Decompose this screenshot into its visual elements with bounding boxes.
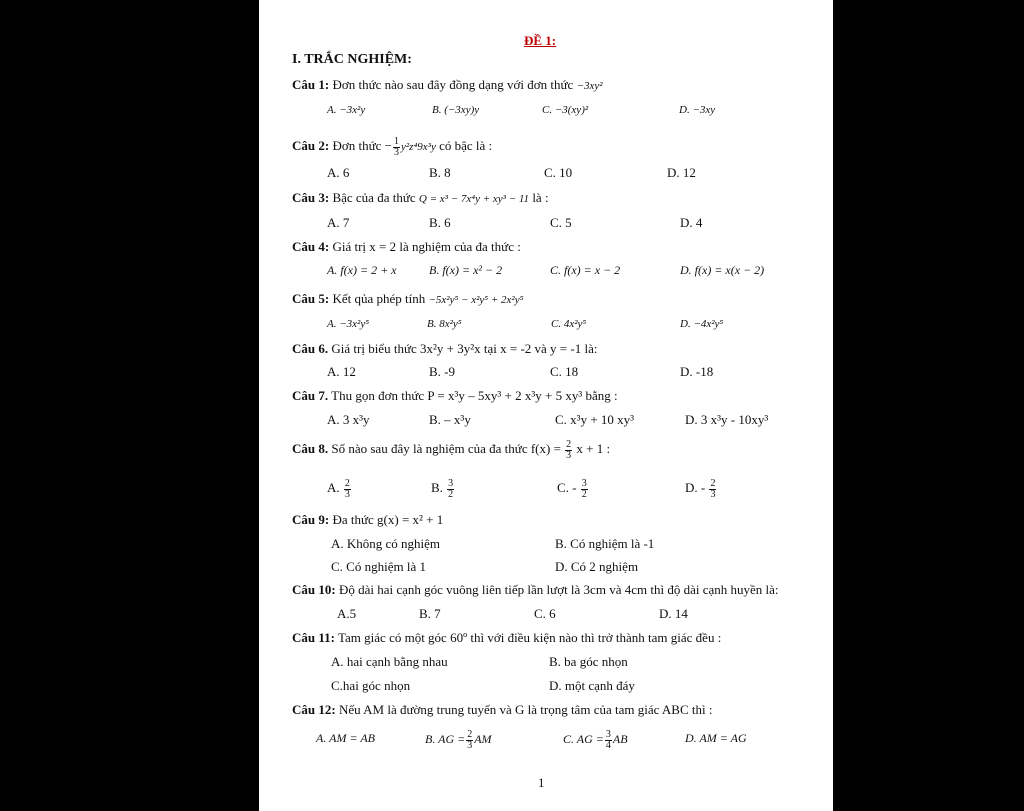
question-2: Câu 2: Đơn thức − $\frac{1}{3}$ y²z⁴9x³y có bậc là :: [292, 135, 493, 158]
question-8: Câu 8. Số nào sau đây là nghiệm của đa thức f(x) = $\frac{2}{3}$ x + 1 :: [292, 438, 611, 461]
q1-option-d: D. −3xy: [679, 104, 716, 116]
q5-option-a: A. −3x²y⁵: [327, 318, 370, 330]
q7-option-a: A. 3 x³y: [327, 412, 370, 427]
q8-fraction: $\frac{2}{3}$: [566, 438, 572, 461]
q5-option-d: D. −4x²y⁵: [680, 318, 724, 330]
question-9: Câu 9: Đa thức g(x) = x² + 1: [292, 512, 444, 527]
question-1: Câu 1: Đơn thức nào sau đây đồng dạng với đơn thức −3xy²: [292, 77, 603, 92]
q8-option-b: B. $\frac{3}{2}$: [431, 477, 454, 500]
q10-option-b: B. 7: [419, 606, 441, 621]
q1-option-a: A. −3x²y: [327, 104, 366, 116]
question-6: Câu 6. Giá trị biểu thức 3x²y + 3y²x tại x = -2 và y = -1 là:: [292, 341, 598, 356]
q11-option-b: B. ba góc nhọn: [549, 654, 628, 669]
q12-option-b: B. AG = $\frac{2}{3}$ AM: [425, 728, 492, 751]
q11-option-c: C.hai góc nhọn: [331, 678, 411, 693]
q11-option-d: D. một cạnh đáy: [549, 678, 635, 693]
question-7: Câu 7. Thu gọn đơn thức P = x³y – 5xy³ + 2 x³y + 5 xy³ bằng :: [292, 388, 618, 403]
question-11: Câu 11: Tam giác có một góc 60º thì với điều kiện nào thì trở thành tam giác đều :: [292, 630, 722, 645]
q6-option-a: A. 12: [327, 364, 356, 379]
question-5: Câu 5: Kết qủa phép tính −5x²y⁵ − x²y⁵ + 2x²y⁵: [292, 291, 524, 306]
q8-option-d: D. - $\frac{2}{3}$: [685, 477, 716, 500]
q6-option-c: C. 18: [550, 364, 579, 379]
q5-option-b: B. 8x²y⁵: [427, 318, 462, 330]
q4-option-b: B. f(x) = x² − 2: [429, 263, 503, 277]
q2-option-a: A. 6: [327, 165, 350, 180]
page-number: 1: [538, 775, 545, 790]
q3-option-b: B. 6: [429, 215, 451, 230]
q8-option-a: A. $\frac{2}{3}$: [327, 477, 350, 500]
q4-option-d: D. f(x) = x(x − 2): [680, 263, 765, 277]
document-page: [259, 0, 833, 811]
question-3: Câu 3: Bậc của đa thức Q = x³ − 7x⁴y + xy³ − 11 là :: [292, 190, 549, 205]
q2-option-b: B. 8: [429, 165, 451, 180]
q7-option-b: B. – x³y: [429, 412, 471, 427]
q10-option-d: D. 14: [659, 606, 688, 621]
q4-option-a: A. f(x) = 2 + x: [327, 263, 397, 277]
q6-option-b: B. -9: [429, 364, 455, 379]
q3-option-c: C. 5: [550, 215, 572, 230]
q3-option-d: D. 4: [680, 215, 703, 230]
question-10: Câu 10: Độ dài hai cạnh góc vuông liên tiếp lần lượt là 3cm và 4cm thì độ dài cạnh huyền là:: [292, 582, 779, 597]
q9-option-d: D. Có 2 nghiệm: [555, 559, 639, 574]
q1-option-c: C. −3(xy)²: [542, 104, 589, 116]
q6-option-d: D. -18: [680, 364, 714, 379]
q12-option-a: A. AM = AB: [316, 731, 375, 745]
q10-option-c: C. 6: [534, 606, 556, 621]
section-heading: I. TRẮC NGHIỆM:: [292, 52, 412, 67]
q7-option-c: C. x³y + 10 xy³: [555, 412, 635, 427]
exam-title: ĐỀ 1:: [524, 33, 557, 48]
q10-option-a: A.5: [337, 606, 357, 621]
q1-option-b: B. (−3xy)y: [432, 104, 480, 116]
q5-option-c: C. 4x²y⁵: [551, 318, 587, 330]
q9-option-a: A. Không có nghiệm: [331, 536, 441, 551]
q8-option-c: C. - $\frac{3}{2}$: [557, 477, 587, 500]
q4-option-c: C. f(x) = x − 2: [550, 263, 621, 277]
q9-option-c: C. Có nghiệm là 1: [331, 559, 426, 574]
q12-option-d: D. AM = AG: [685, 731, 747, 745]
q9-option-b: B. Có nghiệm là -1: [555, 536, 655, 551]
q12-option-c: C. AG = $\frac{3}{4}$ AB: [563, 728, 628, 751]
q3-option-a: A. 7: [327, 215, 350, 230]
question-4: Câu 4: Giá trị x = 2 là nghiệm của đa thức :: [292, 239, 521, 254]
q2-fraction: $\frac{1}{3}$: [394, 135, 399, 158]
question-12: Câu 12: Nếu AM là đường trung tuyến và G là trọng tâm của tam giác ABC thì :: [292, 702, 713, 717]
q2-option-c: C. 10: [544, 165, 573, 180]
q7-option-d: D. 3 x³y - 10xy³: [685, 412, 769, 427]
q2-option-d: D. 12: [667, 165, 696, 180]
q11-option-a: A. hai cạnh bằng nhau: [331, 654, 448, 669]
